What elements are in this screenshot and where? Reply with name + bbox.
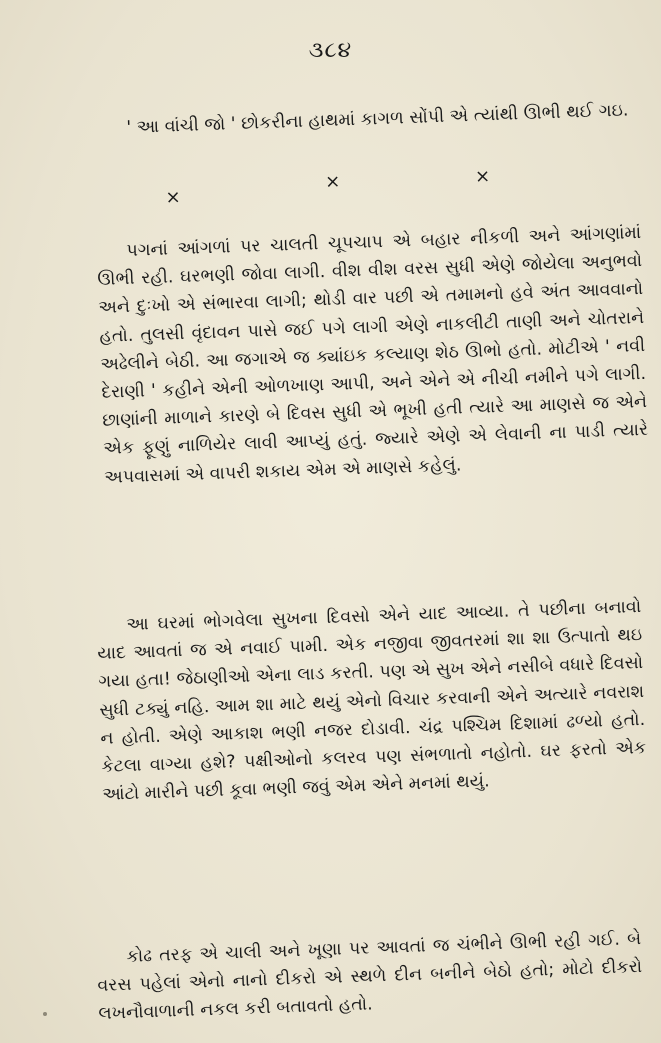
paragraph-4-text: કોઢ તરફ એ ચાલી અને ખૂણા પર આવતાં જ ચંભીને ઊભી રહી ગઈ. બે વરસ પહેલાં એનો નાનો દીકરો એ સ્થળે દીન બનીને બેઠો હતો; મોટો દીકરો લખનૌવાળાની નકલ કરી બતાવતો હતો.: [97, 928, 643, 1025]
separator-mark: ×: [324, 171, 341, 193]
section-separator: [0, 160, 661, 223]
paper-speck: [43, 1012, 47, 1016]
paragraph-1: [96, 96, 642, 143]
separator-mark: ×: [474, 165, 491, 188]
page-number: ૩૮૪: [308, 38, 353, 63]
paragraph-3-text: આ ઘરમાં ભોગવેલા સુખના દિવસો એને યાદ આવ્યા. તે પછીના બનાવો યાદ આવતાં જ એ નવાઈ પામી. એક નજીવા જીવતરમાં શા શા ઉત્પાતો થઇ ગયા હતા! જેઠાણીઓ એના લાડ કરતી. પણ એ સુખ એને નસીબે વધારે દિવસો સુધી ટક્યું નહિ. આમ શા માટે થયું એનો વિચાર કરવાની એને અત્યારે નવરાશ ન હોતી. એણે આકાશ ભણી નજર દોડાવી. ચંદ્ર પશ્ચિમ દિશામાં ઢળ્યો હતો. કેટલા વાગ્યા હશે? પક્ષીઓનો કલરવ પણ સંભળાતો નહોતો. ઘર ફરતો એક આંટો મારીને પછી કૂવા ભણી જવું એમ એને મનમાં થયું.: [97, 596, 647, 806]
paragraph-3: [96, 593, 648, 809]
separator-mark: ×: [165, 186, 182, 209]
paragraph-1-text: ' આ વાંચી જો ' છોકરીના હાથમાં કાગળ સોંપી એ ત્યાંથી ઊભી થઈ ગઇ.: [126, 100, 629, 138]
paragraph-2-text: પગનાં આંગળાં પર ચાલતી ચૂપચાપ એ બહાર નીકળી અને આંગણાંમાં ઊભી રહી. ઘરભણી જોવા લાગી. વીશ વીશ વરસ સુધી એણે જોયેલા અનુભવો અને દુઃખો એ સંભારવા લાગી; થોડી વાર પછી એ તમામનો હવે અંત આવવાનો હતો. તુલસી વૃંદાવન પાસે જઈ પગે લાગી એણે નાકલીટી તાણી અને ચોતરાને અઢેલીને બેઠી. આ જગાએ જ ક્યાંઇક કલ્યાણ શેઠ ઊભો હતો. મોટીએ ' નવી દેરાણી ' કહીને એની ઓળખાણ આપી, અને એને એ નીચી નમીને પગે લાગી. છાણાંની માળાને કારણે બે દિવસ સુધી એ ભૂખી હતી ત્યારે આ માણસે જ એને એક ફૂણું નાળિયેર લાવી આપ્યું હતું. જ્યારે એણે એ લેવાની ના પાડી ત્યારે અપવાસમાં એ વાપરી શકાય એમ એ માણસે કહેલું.: [97, 222, 649, 488]
paragraph-4: [96, 925, 644, 1029]
paragraph-2: [96, 219, 650, 492]
